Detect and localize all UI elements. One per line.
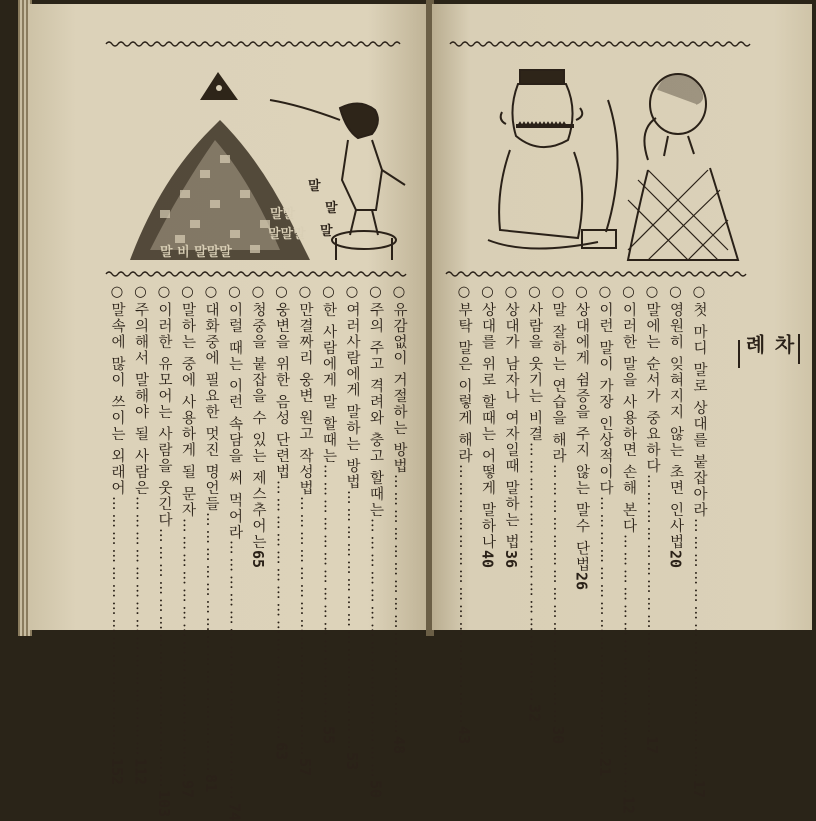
toc-entry-title: 여러사람에게 말하는 방법	[344, 301, 360, 490]
toc-bullet-icon: ○	[526, 284, 543, 302]
toc-entry[interactable]	[152, 284, 176, 818]
toc-bullet-icon: ○	[226, 284, 243, 302]
toc-bullet-icon: ○	[503, 284, 519, 302]
toc-bullet-icon: ○	[550, 284, 566, 302]
toc-entry-title: 주의 주고 격려와 충고 할때는	[367, 301, 384, 518]
toc-page-number: 53	[343, 752, 361, 771]
toc-entry-title: 한 사람에게 말 할때는	[320, 301, 337, 464]
toc-entry-title: 웅변을 위한 음성 단련법	[273, 301, 290, 480]
toc-page-number: 40	[478, 549, 497, 568]
toc-bullet-icon: ○	[132, 284, 149, 302]
toc-page-number: 57	[296, 758, 314, 777]
toc-page-number: 112	[131, 758, 150, 786]
toc-entry-title: 상대에게 쉼증을 주지 않는 말수 단법	[573, 301, 590, 573]
toc-entry[interactable]	[222, 284, 246, 821]
toc-page-number: 30	[549, 726, 567, 745]
toc-leader-dots: ………………………………………	[644, 473, 660, 737]
toc-bullet-icon: ○	[667, 284, 684, 302]
toc-leader-dots: ………………………………………	[550, 463, 566, 727]
toc-entry-title: 말하는 중에 사용하게 될 문자	[179, 301, 196, 518]
toc-entry-title: 말에는 순서가 중요하다	[644, 301, 660, 474]
toc-entry-title: 사람을 웃기는 비결	[526, 301, 543, 442]
toc-bullet-icon: ○	[109, 284, 125, 302]
toc-entry[interactable]	[316, 284, 340, 745]
toc-entry[interactable]	[293, 284, 317, 777]
toc-entry-title: 대화중에 필요한 멋진 명언들	[203, 301, 219, 512]
toc-entry[interactable]	[640, 284, 664, 755]
top-wavy-divider-right	[450, 40, 750, 48]
toc-entry-title: 상대를 위로 할때는 어떻게 말하나	[479, 301, 496, 550]
toc-bullet-icon: ○	[597, 284, 613, 302]
toc-page-number: 152	[108, 758, 126, 786]
word-pile-text-1: 말	[308, 179, 321, 194]
toc-leader-dots: ………………………………………	[179, 517, 196, 781]
toc-entry-title: 만결짜리 웅변 원고 작성법	[297, 301, 313, 496]
toc-page-number: 63	[272, 742, 291, 761]
toc-page-number: 21	[596, 758, 614, 777]
zipped-mouth-man-and-woman-illustration	[488, 60, 778, 265]
toc-bullet-icon: ○	[250, 284, 266, 302]
toc-page-number: 12	[619, 796, 638, 815]
toc-bullet-icon: ○	[179, 284, 196, 302]
toc-entry[interactable]	[546, 284, 570, 745]
toc-bullet-icon: ○	[573, 284, 590, 302]
toc-page-number: 50	[366, 780, 385, 799]
toc-entry-title: 영원히 잊혀지지 않는 초면 인사법	[667, 301, 684, 550]
toc-entry[interactable]	[499, 284, 523, 566]
toc-left-column	[102, 284, 410, 821]
toc-leader-dots: ………………………………………	[620, 533, 637, 797]
toc-bullet-icon: ○	[644, 284, 660, 302]
toc-page-number: 65	[249, 549, 267, 568]
toc-entry-title: 말 잘하는 연습을 해라	[550, 301, 566, 464]
toc-entry-title: 말속에 많이 쓰이는 외래어	[109, 301, 125, 496]
toc-bullet-icon: ○	[691, 284, 707, 302]
toc-entry[interactable]	[663, 284, 687, 566]
toc-heading-char-1: 차	[771, 334, 795, 358]
toc-entry[interactable]	[616, 284, 640, 815]
toc-bullet-icon: ○	[344, 284, 360, 302]
toc-page-number: 103	[155, 790, 173, 818]
toc-page-number: 20	[666, 549, 685, 568]
toc-page-number: 17	[690, 780, 708, 799]
toc-leader-dots: ………………………………………	[691, 517, 707, 781]
toc-entry-title: 청중을 붙잡을 수 있는 제스추어는	[250, 301, 266, 550]
toc-leader-dots: ………………………………………	[156, 527, 172, 791]
toc-entry-title: 주의해서 말해야 될 사람은	[132, 301, 149, 496]
toc-entry-title: 상대가 남자나 여자일때 말하는 법	[503, 301, 519, 550]
toc-leader-dots: ………………………………………	[344, 489, 360, 753]
toc-page-number: 81	[202, 774, 220, 793]
toc-bullet-icon: ○	[620, 284, 637, 302]
toc-entry[interactable]	[593, 284, 617, 777]
toc-leader-dots: ………………………………………	[203, 511, 219, 775]
toc-entry[interactable]	[569, 284, 593, 591]
toc-bullet-icon: ○	[156, 284, 172, 302]
toc-entry[interactable]	[522, 284, 546, 723]
toc-page-number: 17	[643, 736, 661, 755]
toc-entry-title: 유감없이 거절하는 방법	[391, 301, 407, 474]
toc-entry[interactable]	[387, 284, 411, 755]
toc-entry[interactable]	[105, 284, 129, 786]
toc-entry[interactable]	[246, 284, 270, 566]
toc-bullet-icon: ○	[297, 284, 313, 302]
toc-bullet-icon: ○	[203, 284, 219, 302]
toc-entry[interactable]	[475, 284, 499, 566]
toc-entry-title: 이러한 말을 사용하면 손해 본다	[620, 301, 637, 534]
mid-wavy-divider	[106, 270, 406, 278]
toc-leader-dots: ………………………………………	[109, 495, 125, 759]
toc-heading-char-2: 례	[742, 334, 766, 358]
top-wavy-divider	[106, 40, 400, 48]
toc-entry-title: 이럴 때는 이런 속담을 써 먹어라	[226, 301, 243, 541]
toc-entry-title: 이런 말이 가장 인상적이다	[597, 301, 613, 496]
toc-entry[interactable]	[175, 284, 199, 799]
left-page	[28, 4, 428, 821]
toc-leader-dots: ………………………………………	[597, 495, 613, 759]
toc-leader-dots: ………………………………………	[456, 463, 472, 727]
toc-leader-dots: ………………………………………	[132, 495, 149, 759]
toc-bullet-icon: ○	[479, 284, 496, 302]
toc-page-number: 97	[178, 780, 197, 799]
right-page	[432, 4, 812, 815]
word-pile-text-5: 말말말	[268, 227, 306, 242]
toc-entry[interactable]	[199, 284, 223, 793]
toc-entry-title: 첫 마디 말로 상대를 붙잡아라	[691, 301, 707, 518]
toc-leader-dots: ………………………………………	[320, 463, 337, 727]
word-pile-text-6: 말 비 말말말	[160, 245, 232, 260]
toc-page-number: 74	[225, 802, 244, 821]
toc-leader-dots: ………………………………………	[273, 479, 290, 743]
word-pile-text-4: 말말	[270, 207, 296, 222]
toc-entry-title: 이러한 유모어는 사람을 웃긴다	[156, 301, 172, 528]
toc-bullet-icon: ○	[273, 284, 290, 302]
toc-entry[interactable]	[128, 284, 152, 786]
toc-bullet-icon: ○	[320, 284, 337, 302]
toc-page-number: 26	[572, 572, 591, 591]
toc-page-number: 32	[525, 704, 544, 723]
toc-heading	[738, 334, 800, 404]
toc-entry[interactable]	[452, 284, 476, 745]
toc-bullet-icon: ○	[367, 284, 384, 302]
toc-right-column	[446, 284, 710, 815]
toc-leader-dots: ………………………………………	[391, 473, 407, 737]
word-pile-text-3: 말	[320, 224, 333, 239]
toc-entry[interactable]	[269, 284, 293, 761]
toc-bullet-icon: ○	[456, 284, 472, 302]
toc-leader-dots: ………………………………………	[297, 495, 313, 759]
toc-page-number: 43	[455, 726, 473, 745]
toc-entry[interactable]	[340, 284, 364, 771]
toc-bullet-icon: ○	[391, 284, 407, 302]
toc-page-number: 55	[319, 726, 338, 745]
mid-wavy-divider-right	[446, 270, 746, 278]
toc-entry[interactable]	[687, 284, 711, 799]
toc-page-number: 48	[390, 736, 408, 755]
toc-entry[interactable]	[363, 284, 387, 799]
toc-entry-title: 부탁 말은 이렇게 해라	[456, 301, 472, 464]
word-pile-text-2: 말	[325, 201, 338, 216]
toc-leader-dots: ………………………………………	[367, 517, 384, 781]
toc-leader-dots: ………………………………………	[526, 441, 543, 705]
toc-leader-dots: ………………………………………	[226, 540, 243, 803]
toc-page-number: 36	[502, 549, 520, 568]
man-with-pile-of-words-illustration	[120, 60, 420, 265]
